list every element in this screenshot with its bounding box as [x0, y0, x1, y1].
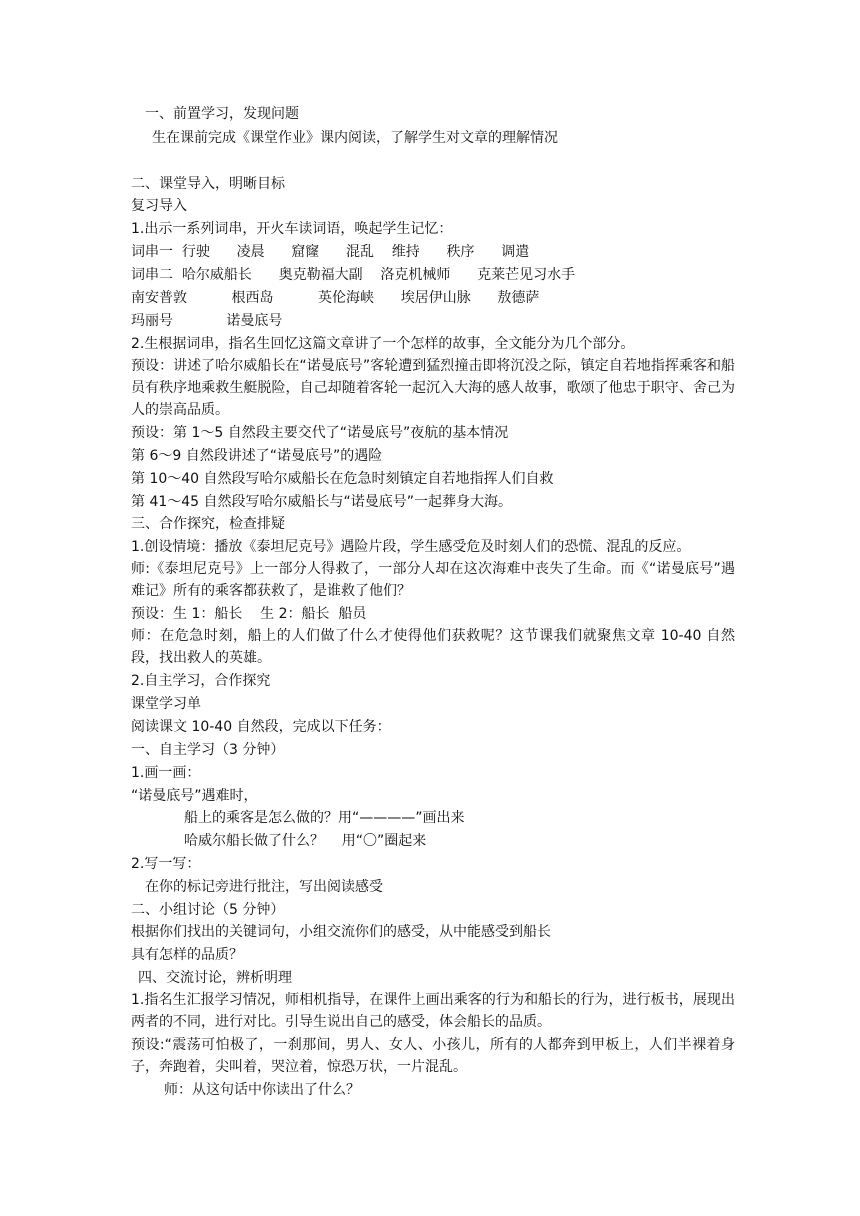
section-2-heading: 二、课堂导入，明晰目标	[131, 176, 285, 192]
paragraph: 1.指名生汇报学习情况，师相机指导，在课件上画出乘客的行为和船长的行为，进行板书，展现出两者的不同，进行对比。引导生说出自己的感受，体会船长的品质。	[131, 992, 735, 1030]
section-3-heading: 三、合作探究，检查排疑	[131, 516, 285, 532]
paragraph: 具有怎样的品质？	[131, 947, 243, 963]
paragraph: 2.写一写：	[131, 856, 201, 872]
paragraph: 第 10～40 自然段写哈尔威船长在危急时刻镇定自若地指挥人们自救	[131, 471, 554, 487]
paragraph: 1.出示一系列词串，开火车读词语，唤起学生记忆：	[131, 221, 453, 237]
word-list-3: 南安普敦 根西岛 英伦海峡 埃居伊山脉 敖德萨	[131, 290, 540, 306]
word-list-1: 词串一 行驶 凌晨 窟窿 混乱 维持 秩序 调遣	[131, 244, 530, 260]
paragraph: 第 41～45 自然段写哈尔威船长与“诺曼底号”一起葬身大海。	[131, 494, 513, 510]
paragraph: 阅读课文 10-40 自然段，完成以下任务：	[131, 719, 391, 735]
paragraph: 1.画一画：	[131, 765, 201, 781]
preset-answer-paragraph: 预设：讲述了哈尔威船长在“诺曼底号”客轮遭到猛烈撞击即将沉没之际，镇定自若地指挥乘客和船员有秩序地乘救生艇脱险，自己却随着客轮一起沉入大海的感人故事，歌颂了他忠于职守、舍己为人的崇高品质。	[131, 358, 735, 418]
word-list-4: 玛丽号 诺曼底号	[131, 313, 283, 329]
paragraph: “诺曼底号”遇难时，	[131, 788, 258, 804]
teacher-paragraph: 师：在危急时刻，船上的人们做了什么才使得他们获救呢？这节课我们就聚焦文章 10-40 自然段，找出救人的英雄。	[131, 628, 735, 666]
paragraph: 在你的标记旁进行批注，写出阅读感受	[145, 879, 383, 895]
teacher-question-paragraph: 师:《泰坦尼克号》上一部分人得救了，一部分人却在这次海难中丧失了生命。而《“诺曼底号”遇难记》所有的乘客都获救了，是谁救了他们？	[131, 561, 735, 599]
section-1-heading: 一、前置学习，发现问题	[145, 106, 299, 122]
word-list-2: 词串二 哈尔威船长 奥克勒福大副 洛克机械师 克莱芒见习水手	[131, 267, 576, 283]
worksheet-heading: 课堂学习单	[131, 696, 201, 712]
paragraph: 第 6～9 自然段讲述了“诺曼底号”的遇险	[131, 448, 383, 464]
paragraph: 1.创设情境：播放《泰坦尼克号》遇险片段，学生感受危及时刻人们的恐慌、混乱的反应。	[131, 539, 691, 555]
teacher-question: 师：从这句话中你读出了什么？	[164, 1082, 360, 1098]
preset-quote-paragraph: 预设:“震荡可怕极了，一刹那间，男人、女人、小孩儿，所有的人都奔到甲板上，人们半裸着身子，奔跑着，尖叫着，哭泣着，惊恐万状，一片混乱。	[131, 1037, 735, 1075]
paragraph: 2.生根据词串，指名生回忆这篇文章讲了一个怎样的故事，全文能分为几个部分。	[131, 336, 635, 352]
paragraph: 哈威尔船长做了什么？ 用“〇”圈起来	[184, 833, 427, 849]
section-4-heading: 四、交流讨论，辨析明理	[138, 970, 292, 986]
paragraph: 根据你们找出的关键词句，小组交流你们的感受，从中能感受到船长	[131, 924, 551, 940]
task-heading: 二、小组讨论（5 分钟）	[131, 902, 285, 918]
review-subheading: 复习导入	[131, 198, 187, 214]
paragraph: 2.自主学习，合作探究	[131, 673, 271, 689]
section-1-body: 生在课前完成《课堂作业》课内阅读，了解学生对文章的理解情况	[152, 130, 558, 146]
task-heading: 一、自主学习（3 分钟）	[131, 742, 285, 758]
paragraph: 预设：生 1：船长 生 2：船长 船员	[131, 606, 367, 622]
paragraph: 船上的乘客是怎么做的？用“————”画出来	[184, 810, 465, 826]
paragraph: 预设：第 1～5 自然段主要交代了“诺曼底号”夜航的基本情况	[131, 425, 509, 441]
